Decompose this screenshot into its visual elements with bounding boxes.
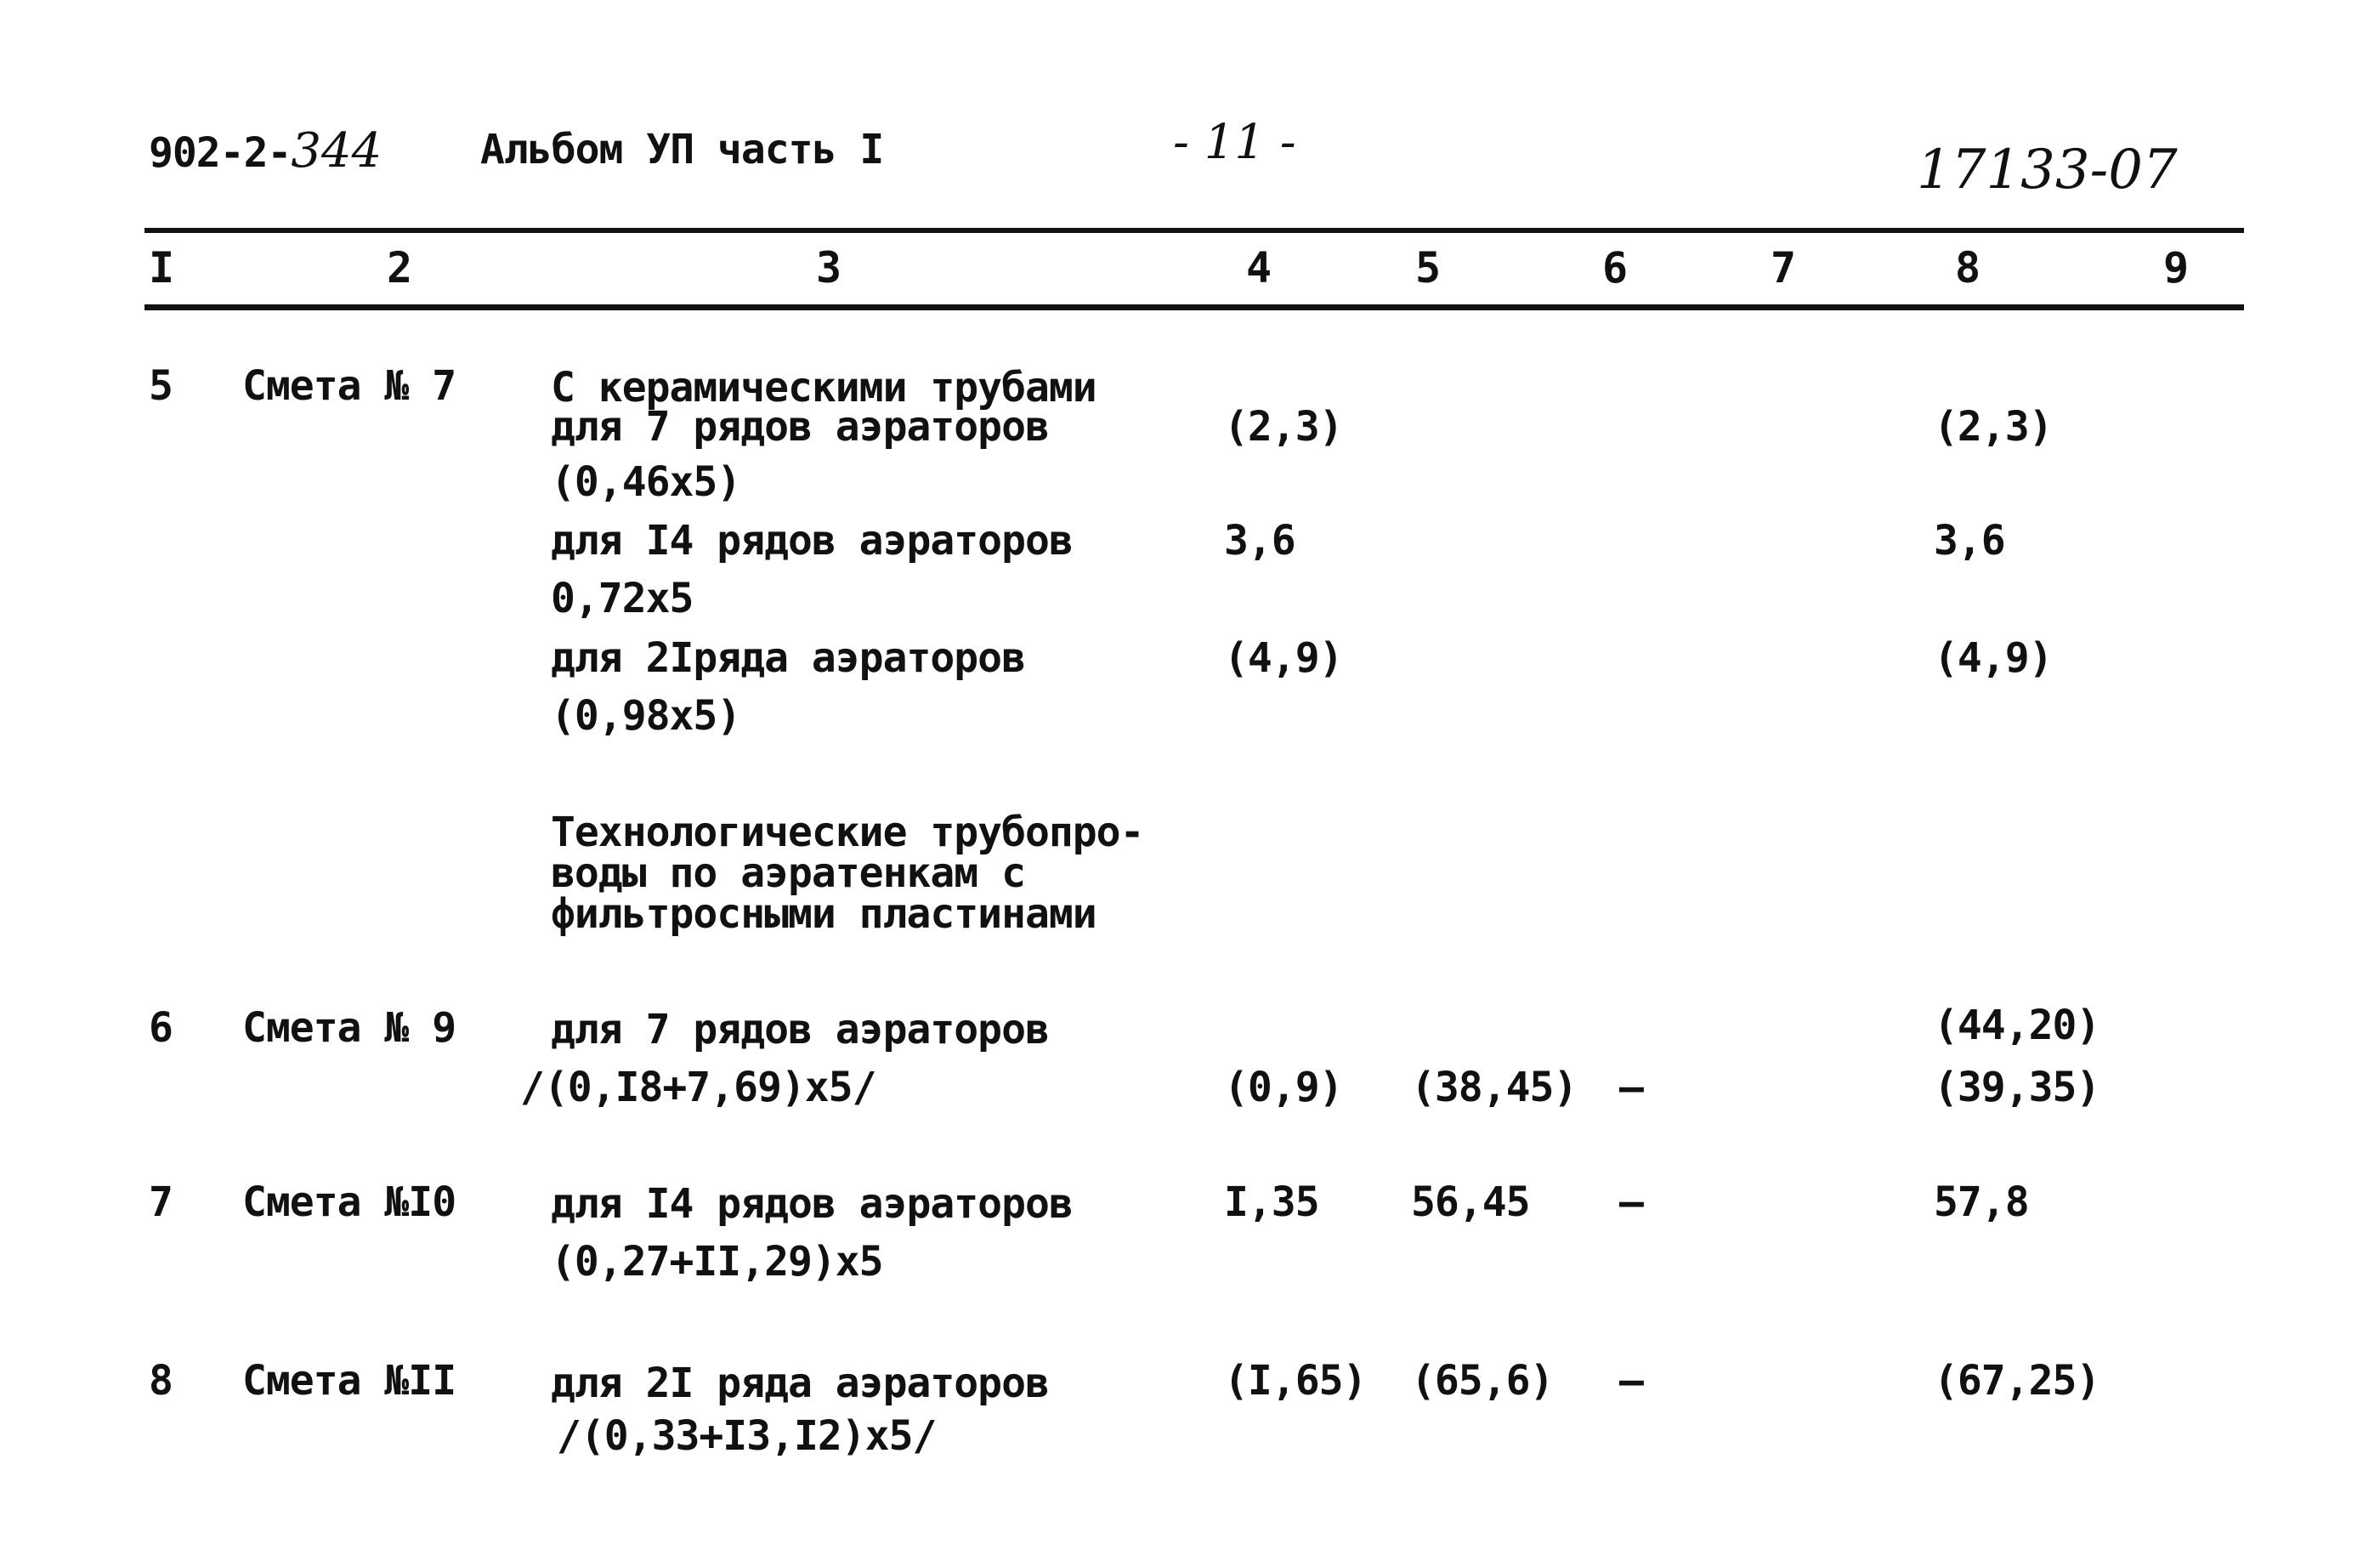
- description-line: для I4 рядов аэраторов: [551, 1180, 1073, 1228]
- row-number: 8: [149, 1357, 173, 1405]
- column-header-8: 8: [1955, 243, 1980, 292]
- column-header-1: I: [149, 243, 174, 292]
- row-number: 7: [149, 1178, 173, 1226]
- column-header-3: 3: [816, 243, 842, 292]
- description-line: С керамическими трубами: [551, 364, 1096, 412]
- value-col5: (65,6): [1411, 1357, 1554, 1405]
- description-line: для 7 рядов аэраторов: [551, 403, 1049, 451]
- document-code: [149, 123, 382, 179]
- column-header-7: 7: [1771, 243, 1796, 292]
- column-header-2: 2: [387, 243, 412, 292]
- description-line: /(0,I8+7,69)х5/: [520, 1064, 876, 1111]
- column-header-6: 6: [1602, 243, 1628, 292]
- value-col4: (2,3): [1224, 403, 1343, 451]
- value-col6: –: [1619, 1178, 1643, 1226]
- value-col6: –: [1619, 1064, 1643, 1111]
- value-col4: (0,9): [1224, 1064, 1343, 1111]
- value-col8: 57,8: [1934, 1178, 2029, 1226]
- section-heading-line: фильтросными пластинами: [551, 890, 1096, 938]
- section-heading: [551, 809, 1144, 938]
- value-col5: 56,45: [1411, 1178, 1530, 1226]
- row-number: 6: [149, 1004, 173, 1052]
- value-col8: (4,9): [1934, 634, 2053, 682]
- value-col8: (39,35): [1934, 1064, 2100, 1111]
- value-col4: (I,65): [1224, 1357, 1367, 1405]
- album-title: Альбом УП часть I: [480, 126, 884, 173]
- value-col4: I,35: [1224, 1178, 1319, 1226]
- header-rule-bottom: [144, 304, 2244, 310]
- description-line: (0,46х5): [551, 458, 741, 506]
- column-header-4: 4: [1246, 243, 1272, 292]
- description-line: для 2Iряда аэраторов: [551, 634, 1025, 682]
- estimate-label: Смета №I0: [242, 1178, 456, 1226]
- header-rule-top: [144, 228, 2244, 233]
- value-col4: (4,9): [1224, 634, 1343, 682]
- value-col5: (38,45): [1411, 1064, 1578, 1111]
- document-number: 17133-07: [1917, 139, 2178, 202]
- description-line: для I4 рядов аэраторов: [551, 517, 1073, 565]
- description-line: для 7 рядов аэраторов: [551, 1006, 1049, 1053]
- description-line: /(0,33+I3,I2)х5/: [557, 1412, 937, 1460]
- description-line: (0,98х5): [551, 692, 741, 740]
- document-code-prefix: 902-2-: [149, 129, 292, 177]
- section-heading-line: Технологические трубопро-: [551, 809, 1144, 856]
- description-line: (0,27+II,29)х5: [551, 1238, 883, 1286]
- description-line: для 2I ряда аэраторов: [551, 1360, 1049, 1407]
- row-number: 5: [149, 362, 173, 410]
- value-col4: 3,6: [1224, 517, 1295, 565]
- value-col8: (67,25): [1934, 1357, 2100, 1405]
- estimate-label: Смета №II: [242, 1357, 456, 1405]
- value-col6: –: [1619, 1357, 1643, 1405]
- value-col8: 3,6: [1934, 517, 2005, 565]
- page-number: - 11 -: [1173, 115, 1296, 170]
- column-header-5: 5: [1415, 243, 1441, 292]
- document-code-suffix: 344: [291, 123, 382, 179]
- value-col8: (2,3): [1934, 403, 2053, 451]
- estimate-label: Смета № 9: [242, 1004, 456, 1052]
- description-line: 0,72х5: [551, 575, 694, 622]
- section-heading-line: воды по аэратенкам с: [551, 849, 1025, 897]
- estimate-label: Смета № 7: [242, 362, 456, 410]
- column-header-9: 9: [2163, 243, 2189, 292]
- value-col8: (44,20): [1934, 1002, 2100, 1049]
